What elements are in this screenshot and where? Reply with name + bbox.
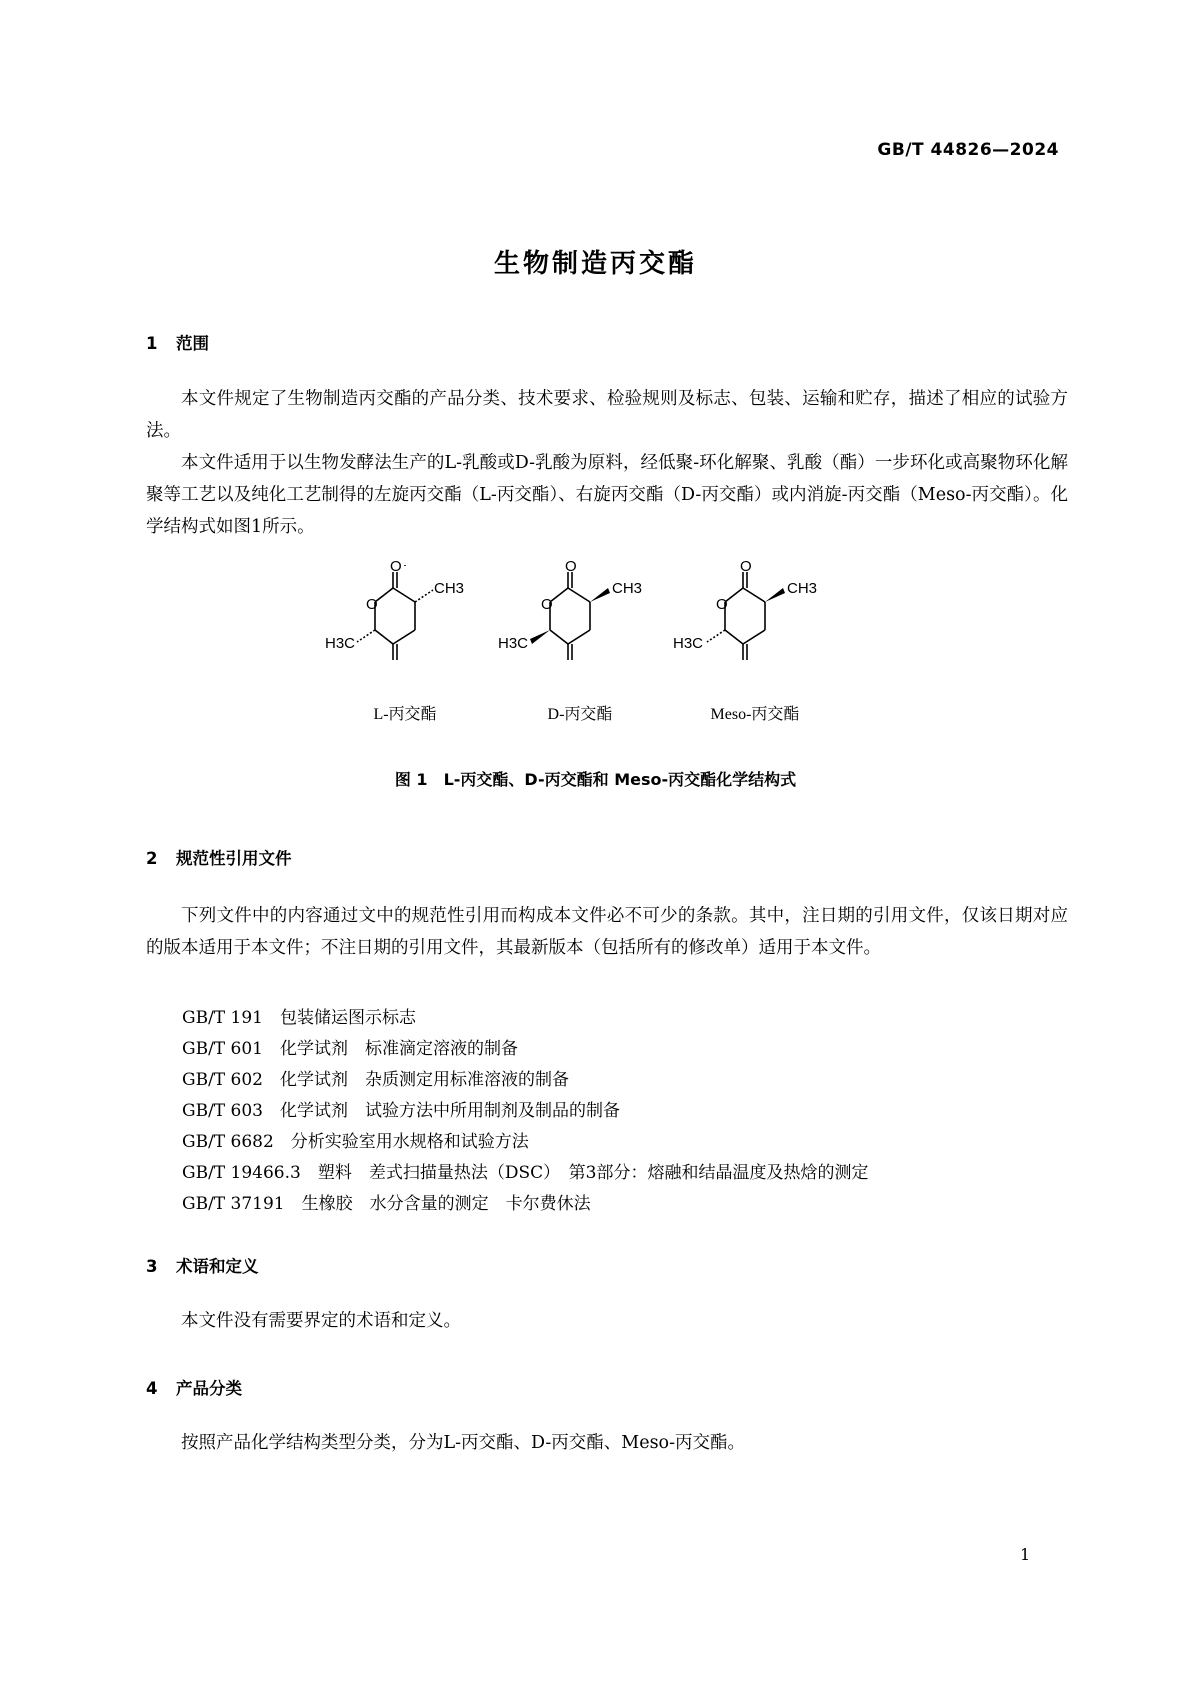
normative-reference: GB/T 6682 分析实验室用水规格和试验方法: [182, 1132, 529, 1152]
figure-1-structures: [325, 558, 855, 766]
section-title: 范围: [176, 334, 209, 353]
atom-o-top: O: [740, 558, 752, 575]
section-2-paragraph: 下列文件中的内容通过文中的规范性引用而构成本文件必不可少的条款。其中，注日期的引用文件，仅该日期对应的版本适用于本文件；不注日期的引用文件，其最新版本（包括所有的修改单）适用于本文件。: [146, 906, 1068, 958]
atom-ring-o: O: [541, 596, 553, 613]
figure-1-caption: 图 1 L-丙交酯、D-丙交酯和 Meso-丙交酯化学结构式: [394, 770, 797, 789]
structure-label-l: L-丙交酯: [373, 706, 437, 723]
section-2-heading: [146, 845, 292, 869]
atom-ch3: CH3: [787, 580, 818, 597]
section-number: 2: [146, 849, 158, 868]
section-title: 产品分类: [176, 1379, 242, 1398]
normative-reference: GB/T 603 化学试剂 试验方法中所用制剂及制品的制备: [182, 1101, 620, 1121]
atom-o-top: O: [565, 558, 577, 575]
section-3-heading: [146, 1253, 259, 1277]
normative-reference: GB/T 602 化学试剂 杂质测定用标准溶液的制备: [182, 1070, 569, 1090]
structure-label-d: D-丙交酯: [547, 706, 613, 723]
structure-label-meso: Meso-丙交酯: [710, 706, 800, 723]
atom-h3c: H3C: [673, 635, 704, 652]
section-1-paragraph-1: 本文件规定了生物制造丙交酯的产品分类、技术要求、检验规则及标志、包装、运输和贮存，描述了相应的试验方法。: [146, 389, 1068, 441]
atom-o-top: O: [390, 558, 402, 575]
atom-ring-o: O: [366, 596, 378, 613]
section-title: 规范性引用文件: [176, 849, 292, 868]
atom-h3c: H3C: [498, 635, 529, 652]
section-number: 3: [146, 1257, 158, 1276]
section-number: 4: [146, 1379, 158, 1398]
section-title: 术语和定义: [176, 1257, 259, 1276]
atom-ring-o: O: [716, 596, 728, 613]
atom-ch3: CH3: [612, 580, 643, 597]
normative-reference: GB/T 191 包装储运图示标志: [182, 1008, 416, 1028]
normative-reference: GB/T 601 化学试剂 标准滴定溶液的制备: [182, 1039, 518, 1059]
document-title: 生物制造丙交酯: [493, 249, 697, 279]
section-4-paragraph: 按照产品化学结构类型分类，分为L-丙交酯、D-丙交酯、Meso-丙交酯。: [181, 1433, 746, 1453]
standard-code: GB/T 44826—2024: [877, 140, 1059, 160]
atom-h3c: H3C: [325, 635, 356, 652]
atom-ch3: CH3: [434, 580, 465, 597]
section-4-heading: [146, 1375, 242, 1399]
normative-reference: GB/T 37191 生橡胶 水分含量的测定 卡尔费休法: [182, 1194, 591, 1214]
section-1-heading: [146, 330, 209, 354]
normative-reference: GB/T 19466.3 塑料 差式扫描量热法（DSC） 第3部分：熔融和结晶温度及热焓的测定: [182, 1163, 869, 1183]
page-number: 1: [1020, 1545, 1031, 1564]
section-3-paragraph: 本文件没有需要界定的术语和定义。: [181, 1311, 461, 1331]
section-1-paragraph-2: 本文件适用于以生物发酵法生产的L-乳酸或D-乳酸为原料，经低聚-环化解聚、乳酸（酯）一步环化或高聚物环化解聚等工艺以及纯化工艺制得的左旋丙交酯（L-丙交酯）、右旋丙交酯（D-丙交酯）或内消旋-丙交酯（Meso-丙交酯）。化学结构式如图1所示。: [146, 453, 1068, 537]
section-number: 1: [146, 334, 158, 353]
